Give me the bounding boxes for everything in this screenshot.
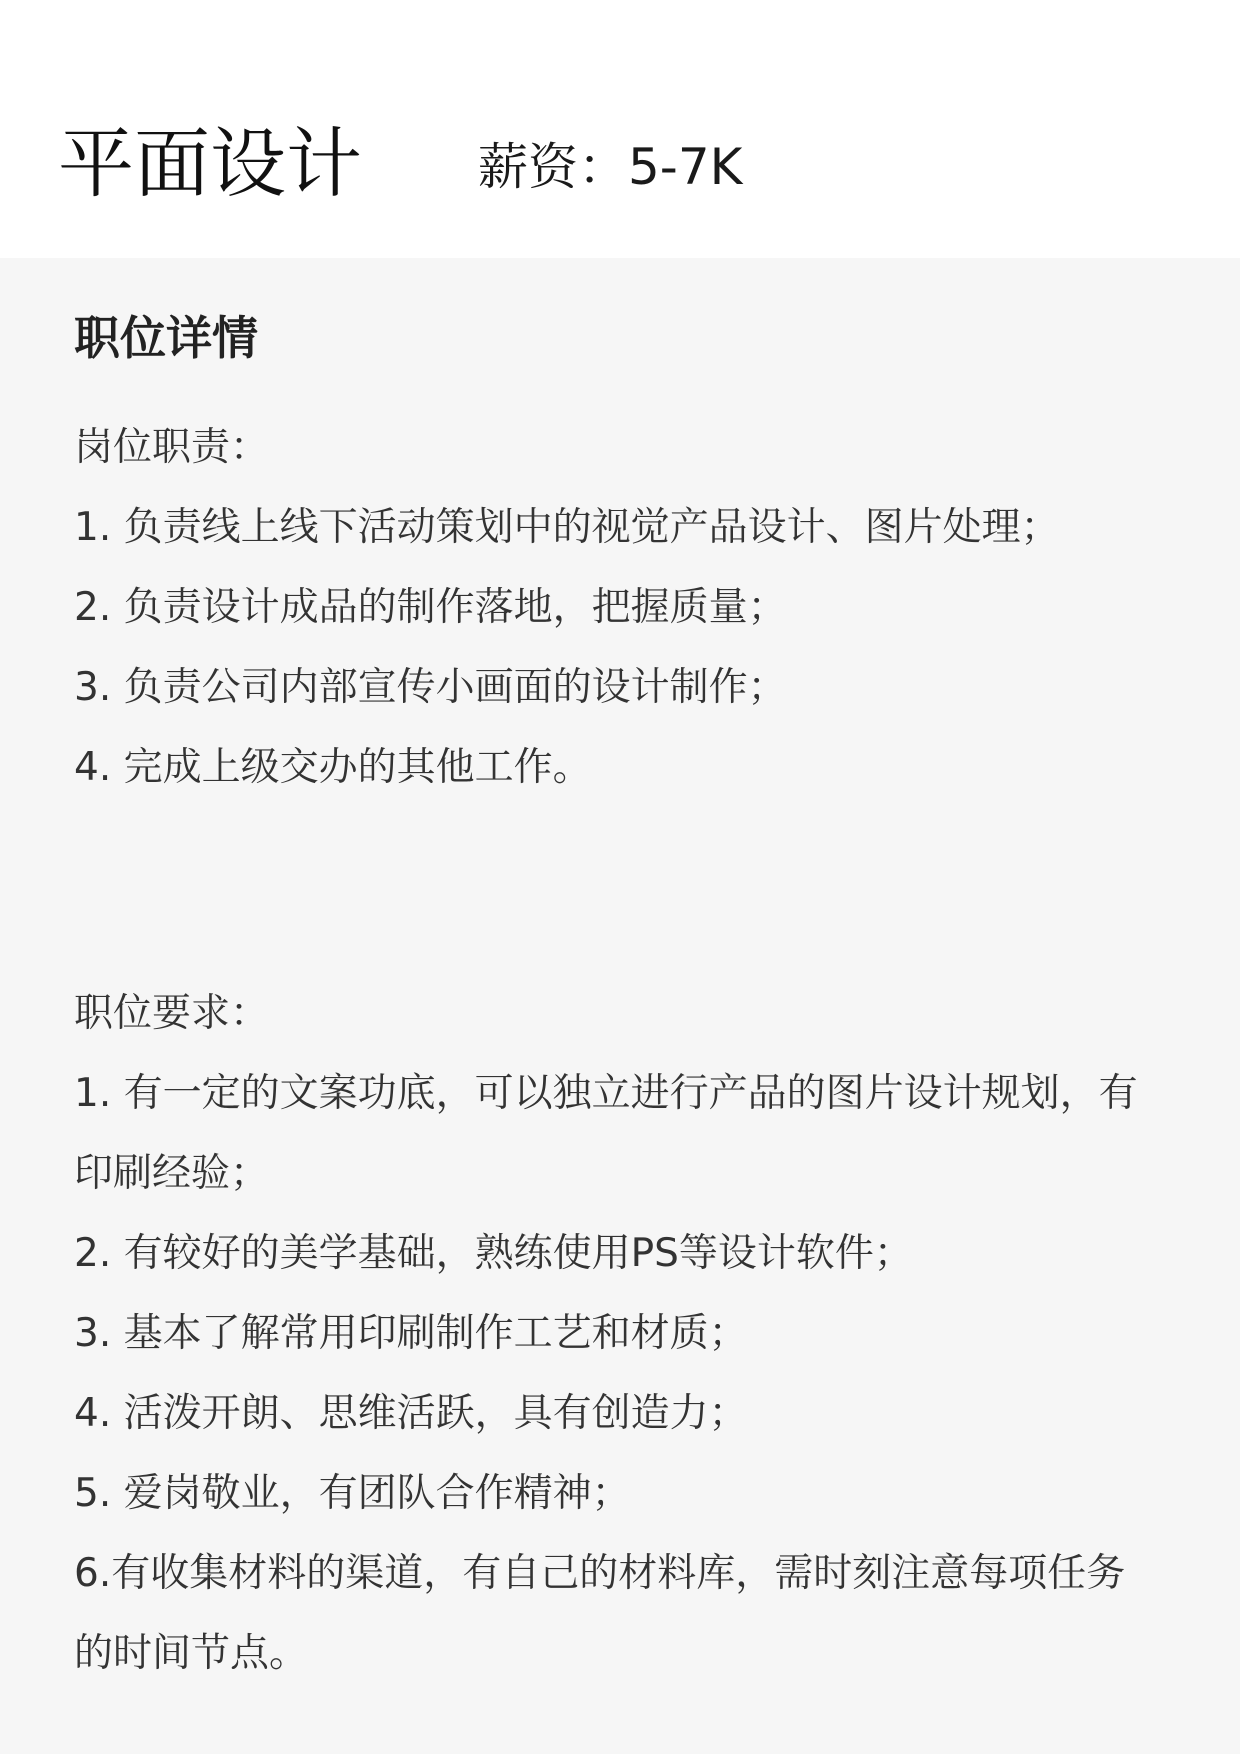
requirement-item: 1. 有一定的文案功底，可以独立进行产品的图片设计规划，有印刷经验； bbox=[74, 1071, 1138, 1196]
requirement-item: 4. 活泼开朗、思维活跃，具有创造力； bbox=[74, 1391, 748, 1436]
job-details-panel bbox=[0, 258, 1240, 1754]
salary-range: 薪资：5-7K bbox=[478, 138, 743, 196]
requirement-item: 5. 爱岗敬业，有团队合作精神； bbox=[74, 1471, 631, 1516]
responsibilities-label: 岗位职责： bbox=[74, 425, 270, 470]
job-header bbox=[0, 0, 1240, 258]
responsibility-item: 2. 负责设计成品的制作落地，把握质量； bbox=[74, 585, 787, 630]
job-title: 平面设计 bbox=[58, 119, 362, 208]
requirement-item: 6.有收集材料的渠道，有自己的材料库，需时刻注意每项任务的时间节点。 bbox=[74, 1551, 1126, 1676]
responsibility-item: 4. 完成上级交办的其他工作。 bbox=[74, 745, 592, 790]
requirements-section bbox=[74, 974, 1154, 1694]
responsibility-item: 1. 负责线上线下活动策划中的视觉产品设计、图片处理； bbox=[74, 505, 1060, 550]
responsibility-item: 3. 负责公司内部宣传小画面的设计制作； bbox=[74, 665, 787, 710]
responsibilities-section bbox=[74, 408, 1154, 808]
requirement-item: 2. 有较好的美学基础，熟练使用PS等设计软件； bbox=[74, 1231, 913, 1276]
requirement-item: 3. 基本了解常用印刷制作工艺和材质； bbox=[74, 1311, 748, 1356]
section-heading: 职位详情 bbox=[74, 311, 258, 365]
requirements-label: 职位要求： bbox=[74, 991, 270, 1036]
